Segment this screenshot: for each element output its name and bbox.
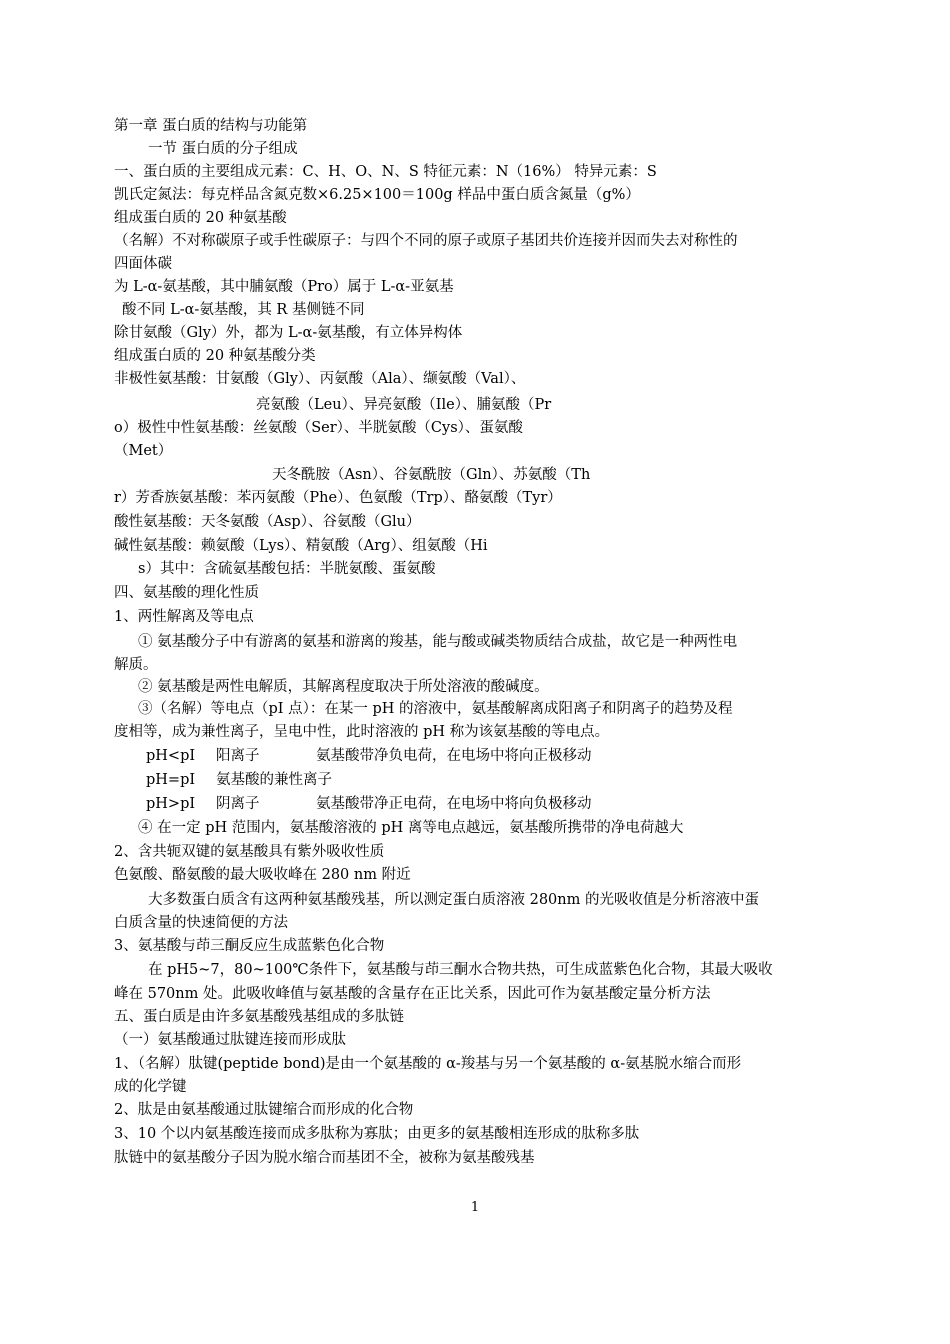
text-line: 大多数蛋白质含有这两种氨基酸残基，所以测定蛋白质溶液 280nm 的光吸收值是分析溶液中蛋 bbox=[148, 892, 759, 908]
text-line: 一、蛋白质的主要组成元素：C、H、O、N、S 特征元素：N（16%） 特异元素：S bbox=[114, 164, 657, 180]
text-line: 组成蛋白质的 20 种氨基酸 bbox=[114, 210, 287, 226]
text-line: ① 氨基酸分子中有游离的氨基和游离的羧基，能与酸或碱类物质结合成盐，故它是一种两性电 bbox=[138, 634, 738, 650]
text-line: o）极性中性氨基酸：丝氨酸（Ser）、半胱氨酸（Cys）、蛋氨酸 bbox=[114, 420, 523, 436]
ph-condition: pH=pI bbox=[146, 772, 196, 788]
text-line: 3、10 个以内氨基酸连接而成多肽称为寡肽；由更多的氨基酸相连形成的肽称多肽 bbox=[114, 1126, 640, 1142]
text-line: s）其中：含硫氨基酸包括：半胱氨酸、蛋氨酸 bbox=[138, 561, 436, 577]
subsection-heading: 3、氨基酸与茚三酮反应生成蓝紫色化合物 bbox=[114, 938, 385, 954]
text-line: 峰在 570nm 处。此吸收峰值与氨基酸的含量存在正比关系，因此可作为氨基酸定量分析方法 bbox=[114, 986, 711, 1002]
text-line: ③（名解）等电点（pI 点）：在某一 pH 的溶液中，氨基酸解离成阳离子和阴离子的趋势及程 bbox=[138, 701, 733, 717]
ion-form: 阴离子 bbox=[216, 796, 260, 812]
text-line: 碱性氨基酸：赖氨酸（Lys）、精氨酸（Arg）、组氨酸（Hi bbox=[114, 538, 488, 554]
text-line: 白质含量的快速简便的方法 bbox=[114, 915, 288, 931]
section-title: 一节 蛋白质的分子组成 bbox=[148, 141, 298, 157]
ion-form: 氨基酸的兼性离子 bbox=[216, 772, 332, 788]
text-line: 度相等，成为兼性离子，呈电中性，此时溶液的 pH 称为该氨基酸的等电点。 bbox=[114, 724, 610, 740]
ph-condition: pH>pI bbox=[146, 796, 196, 812]
text-line: 色氨酸、酪氨酸的最大吸收峰在 280 nm 附近 bbox=[114, 867, 411, 883]
text-line: ② 氨基酸是两性电解质，其解离程度取决于所处溶液的酸碱度。 bbox=[138, 679, 549, 695]
text-line: （名解）不对称碳原子或手性碳原子：与四个不同的原子或原子基团共价连接并因而失去对称性的 bbox=[114, 233, 738, 249]
ion-form: 阳离子 bbox=[216, 748, 260, 764]
text-line: 酸性氨基酸：天冬氨酸（Asp）、谷氨酸（Glu） bbox=[114, 514, 421, 530]
page-number: 1 bbox=[470, 1200, 480, 1215]
text-line: 为 L-α-氨基酸，其中脯氨酸（Pro）属于 L-α-亚氨基 bbox=[114, 279, 454, 295]
text-line: r）芳香族氨基酸：苯丙氨酸（Phe）、色氨酸（Trp）、酪氨酸（Tyr） bbox=[114, 490, 562, 506]
text-line: ④ 在一定 pH 范围内，氨基酸溶液的 pH 离等电点越远，氨基酸所携带的净电荷越大 bbox=[138, 820, 684, 836]
text-line: 肽链中的氨基酸分子因为脱水缩合而基团不全，被称为氨基酸残基 bbox=[114, 1150, 535, 1166]
text-line: 成的化学键 bbox=[114, 1079, 187, 1095]
text-line: 四面体碳 bbox=[114, 256, 172, 272]
section-heading: 五、蛋白质是由许多氨基酸残基组成的多肽链 bbox=[114, 1009, 404, 1025]
subsection-heading: （一）氨基酸通过肽键连接而形成肽 bbox=[114, 1032, 346, 1048]
text-line: 在 pH5~7，80~100℃条件下，氨基酸与茚三酮水合物共热，可生成蓝紫色化合物，其最大吸收 bbox=[148, 962, 773, 978]
text-line: 亮氨酸（Leu）、异亮氨酸（Ile）、脯氨酸（Pr bbox=[256, 397, 552, 413]
text-line: 解质。 bbox=[114, 657, 158, 673]
charge-description: 氨基酸带净正电荷，在电场中将向负极移动 bbox=[316, 796, 592, 812]
text-line: 2、肽是由氨基酸通过肽键缩合而形成的化合物 bbox=[114, 1102, 414, 1118]
subsection-heading: 1、两性解离及等电点 bbox=[114, 609, 254, 625]
subsection-heading: 2、含共轭双键的氨基酸具有紫外吸收性质 bbox=[114, 844, 385, 860]
text-line: （Met） bbox=[114, 443, 173, 459]
chapter-title: 第一章 蛋白质的结构与功能第 bbox=[114, 118, 308, 134]
text-line: 组成蛋白质的 20 种氨基酸分类 bbox=[114, 348, 316, 364]
section-heading: 四、氨基酸的理化性质 bbox=[114, 585, 259, 601]
text-line: 天冬酰胺（Asn）、谷氨酰胺（Gln）、苏氨酸（Th bbox=[272, 467, 591, 483]
ph-condition: pH<pI bbox=[146, 748, 196, 764]
text-line: 凯氏定氮法：每克样品含氮克数×6.25×100＝100g 样品中蛋白质含氮量（g%） bbox=[114, 187, 640, 203]
text-line: 除甘氨酸（Gly）外，都为 L-α-氨基酸，有立体异构体 bbox=[114, 325, 463, 341]
text-line: 酸不同 L-α-氨基酸，其 R 基侧链不同 bbox=[122, 302, 365, 318]
text-line: 1、（名解）肽键(peptide bond)是由一个氨基酸的 α-羧基与另一个氨基酸的 α-氨基脱水缩合而形 bbox=[114, 1056, 742, 1072]
charge-description: 氨基酸带净负电荷，在电场中将向正极移动 bbox=[316, 748, 592, 764]
text-line: 非极性氨基酸：甘氨酸（Gly）、丙氨酸（Ala）、缬氨酸（Val）、 bbox=[114, 371, 526, 387]
